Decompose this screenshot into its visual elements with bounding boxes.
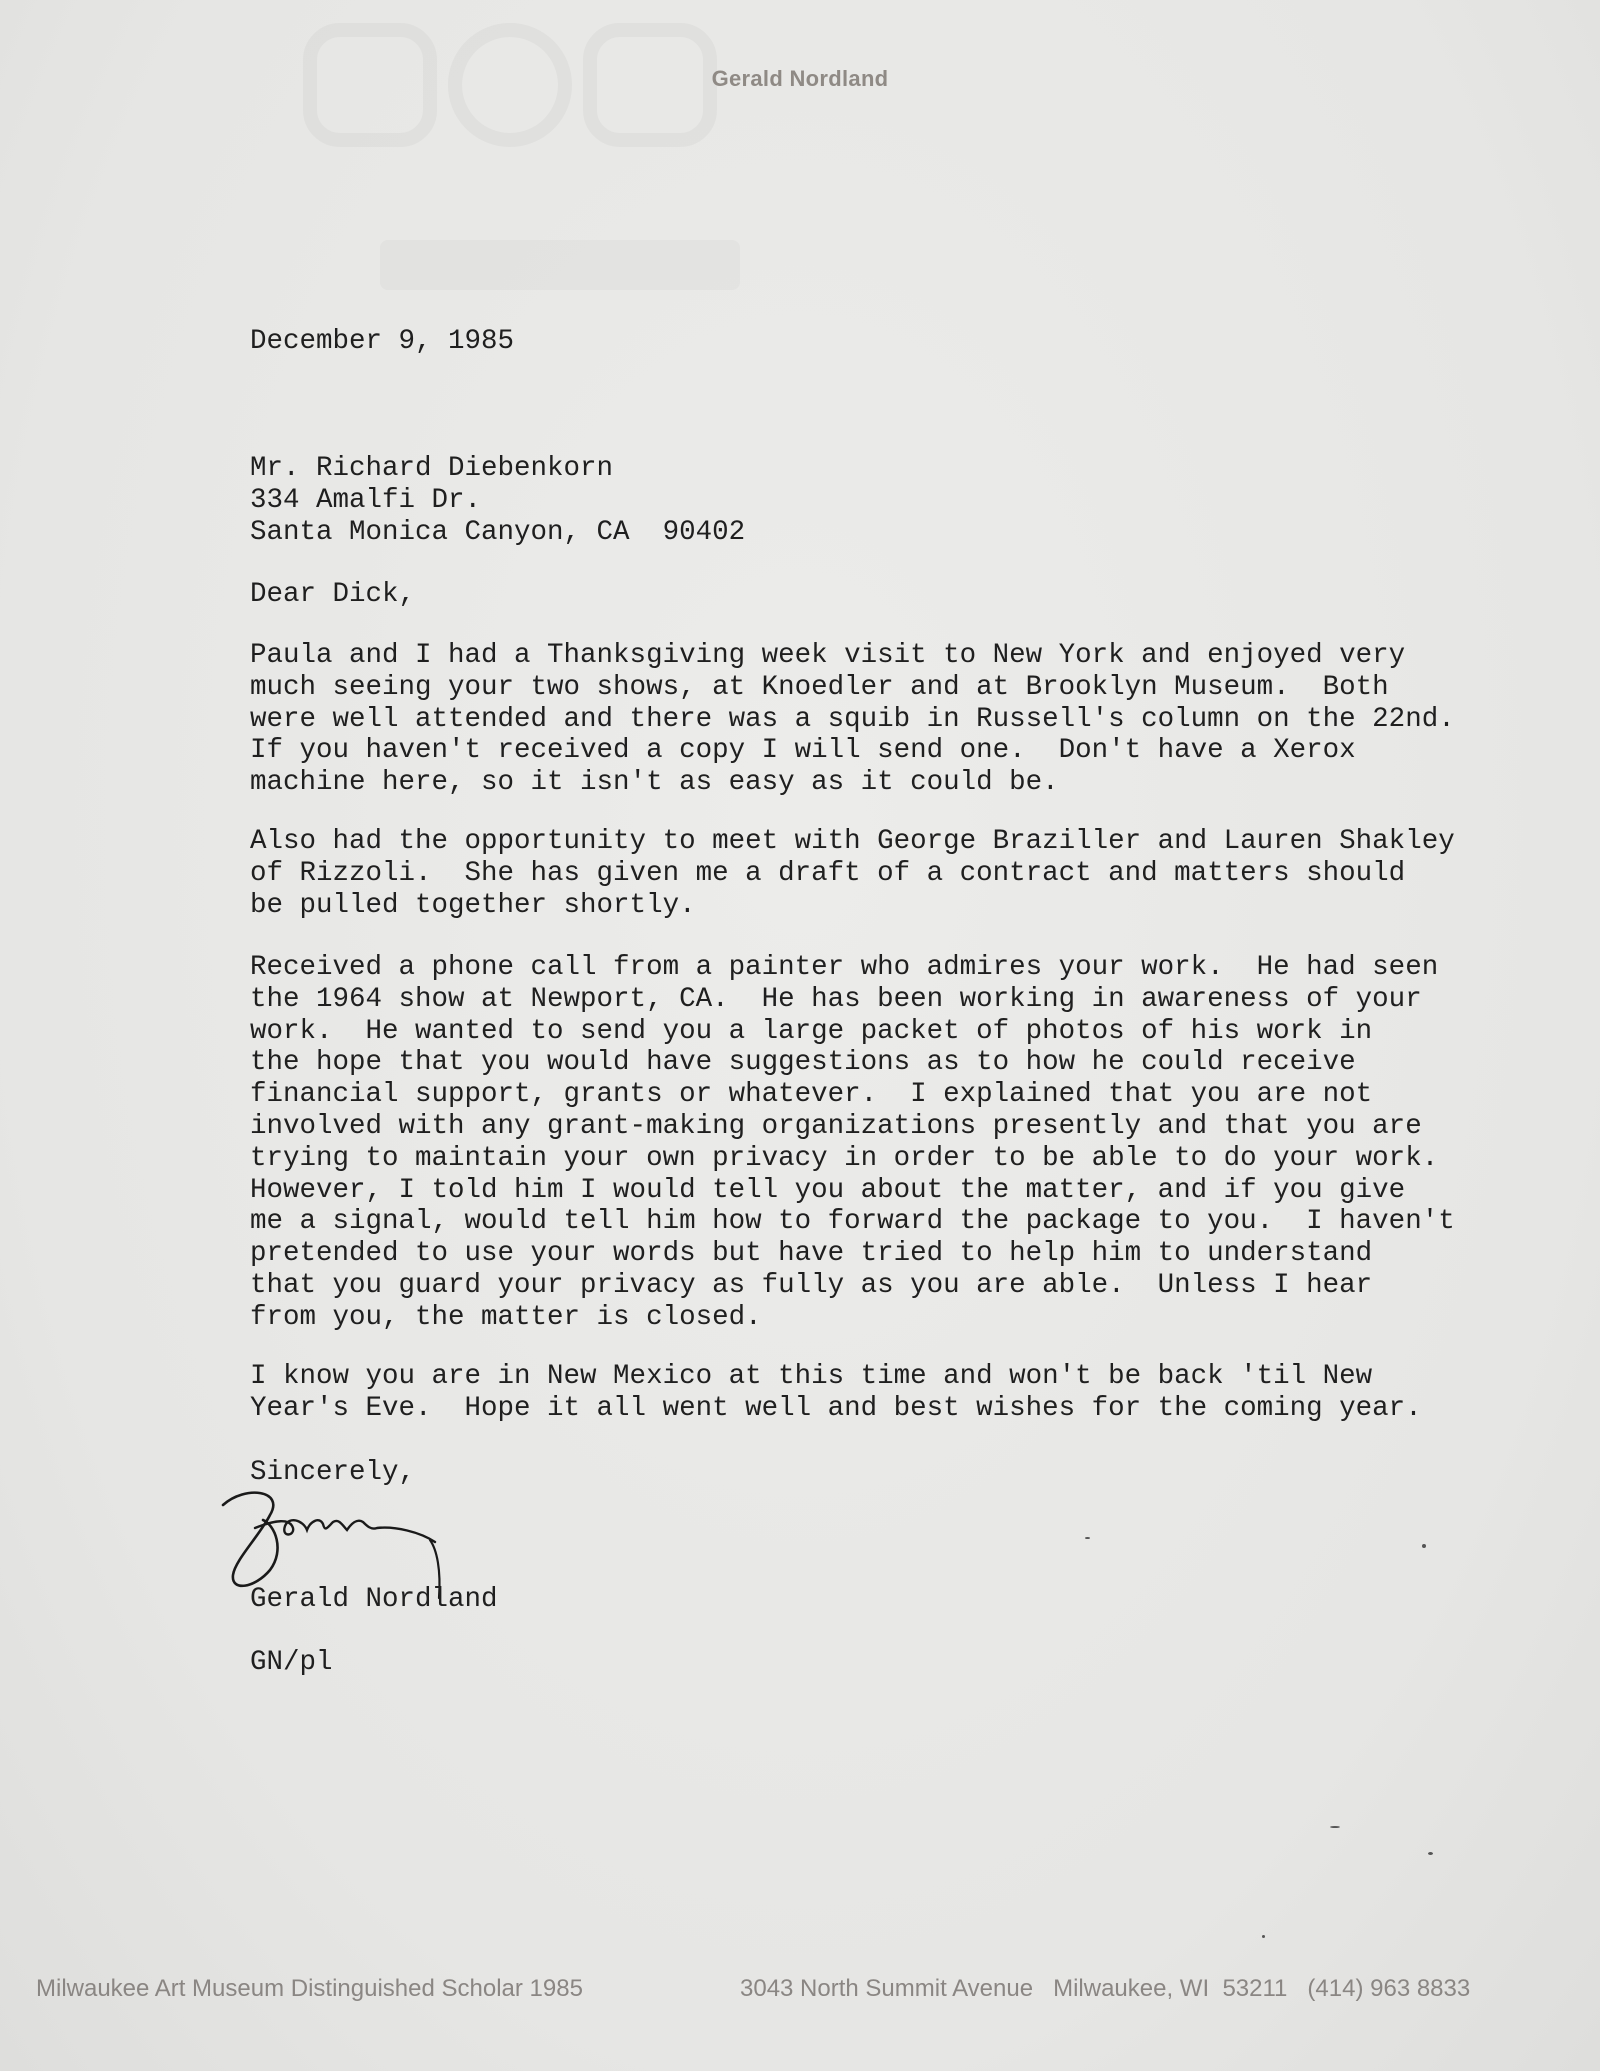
paragraph-line: that you guard your privacy as fully as you are able. Unless I hear: [250, 1269, 1373, 1301]
paper-watermark: [210, 0, 910, 350]
paper-speck: [1262, 1935, 1265, 1938]
paragraph-3: [250, 952, 1455, 1334]
paragraph-line: me a signal, would tell him how to forward the package to you. I haven't: [250, 1206, 1455, 1238]
paragraph-4: [250, 1361, 1422, 1425]
paragraph-line: the 1964 show at Newport, CA. He has been working in awareness of your: [250, 983, 1422, 1015]
letter-date: December 9, 1985: [250, 326, 515, 357]
paragraph-1: [250, 640, 1455, 799]
signature-name: Gerald Nordland: [250, 1584, 498, 1615]
footer-city: Milwaukee, WI 53211: [1053, 1975, 1288, 2002]
paragraph-line: pretended to use your words but have tried to help him to understand: [250, 1238, 1373, 1270]
closing: Sincerely,: [250, 1457, 416, 1488]
paragraph-line: machine here, so it isn't as easy as it could be.: [250, 767, 1059, 799]
paper-speck: [1422, 1544, 1426, 1548]
footer-title: Milwaukee Art Museum Distinguished Scholar 1985: [36, 1975, 583, 2002]
paragraph-line: Paula and I had a Thanksgiving week visit to New York and enjoyed very: [250, 640, 1406, 671]
recipient-address: [250, 453, 745, 548]
paragraph-line: much seeing your two shows, at Knoedler and at Brooklyn Museum. Both: [250, 671, 1389, 703]
paragraph-line: be pulled together shortly.: [250, 889, 696, 921]
letterhead-name: Gerald Nordland: [711, 66, 889, 91]
paragraph-line: from you, the matter is closed.: [250, 1301, 762, 1333]
paper-speck: [1330, 1826, 1340, 1828]
paragraph-line: Year's Eve. Hope it all went well and best wishes for the coming year.: [250, 1392, 1422, 1424]
footer-phone: (414) 963 8833: [1307, 1975, 1471, 2002]
recipient-name: Mr. Richard Diebenkorn: [250, 453, 614, 484]
paragraph-line: I know you are in New Mexico at this time and won't be back 'til New: [250, 1361, 1373, 1392]
footer-address: 3043 North Summit Avenue: [740, 1975, 1034, 2002]
paper-speck: [1428, 1852, 1433, 1855]
paragraph-line: were well attended and there was a squib in Russell's column on the 22nd.: [250, 703, 1455, 735]
paragraph-line: work. He wanted to send you a large packet of photos of his work in: [250, 1015, 1373, 1047]
paper-speck: [1085, 1537, 1090, 1539]
recipient-city: Santa Monica Canyon, CA 90402: [250, 516, 746, 548]
paragraph-2: [250, 826, 1455, 921]
paragraph-line: trying to maintain your own privacy in order to be able to do your work.: [250, 1142, 1439, 1174]
typist-initials: GN/pl: [250, 1647, 333, 1678]
paragraph-line: the hope that you would have suggestions as to how he could receive: [250, 1047, 1356, 1079]
paragraph-line: Also had the opportunity to meet with George Braziller and Lauren Shakley: [250, 826, 1455, 857]
recipient-street: 334 Amalfi Dr.: [250, 484, 482, 516]
paragraph-line: involved with any grant-making organizations presently and that you are: [250, 1110, 1422, 1142]
paragraph-line: Received a phone call from a painter who admires your work. He had seen: [250, 952, 1439, 983]
footer-contact: [740, 1975, 1470, 2003]
paragraph-line: If you haven't received a copy I will send one. Don't have a Xerox: [250, 735, 1356, 767]
handwritten-signature: [215, 1480, 495, 1600]
paragraph-line: of Rizzoli. She has given me a draft of a contract and matters should: [250, 857, 1406, 889]
paragraph-line: However, I told him I would tell you about the matter, and if you give: [250, 1174, 1406, 1206]
salutation: Dear Dick,: [250, 579, 416, 610]
paragraph-line: financial support, grants or whatever. I explained that you are not: [250, 1079, 1373, 1111]
